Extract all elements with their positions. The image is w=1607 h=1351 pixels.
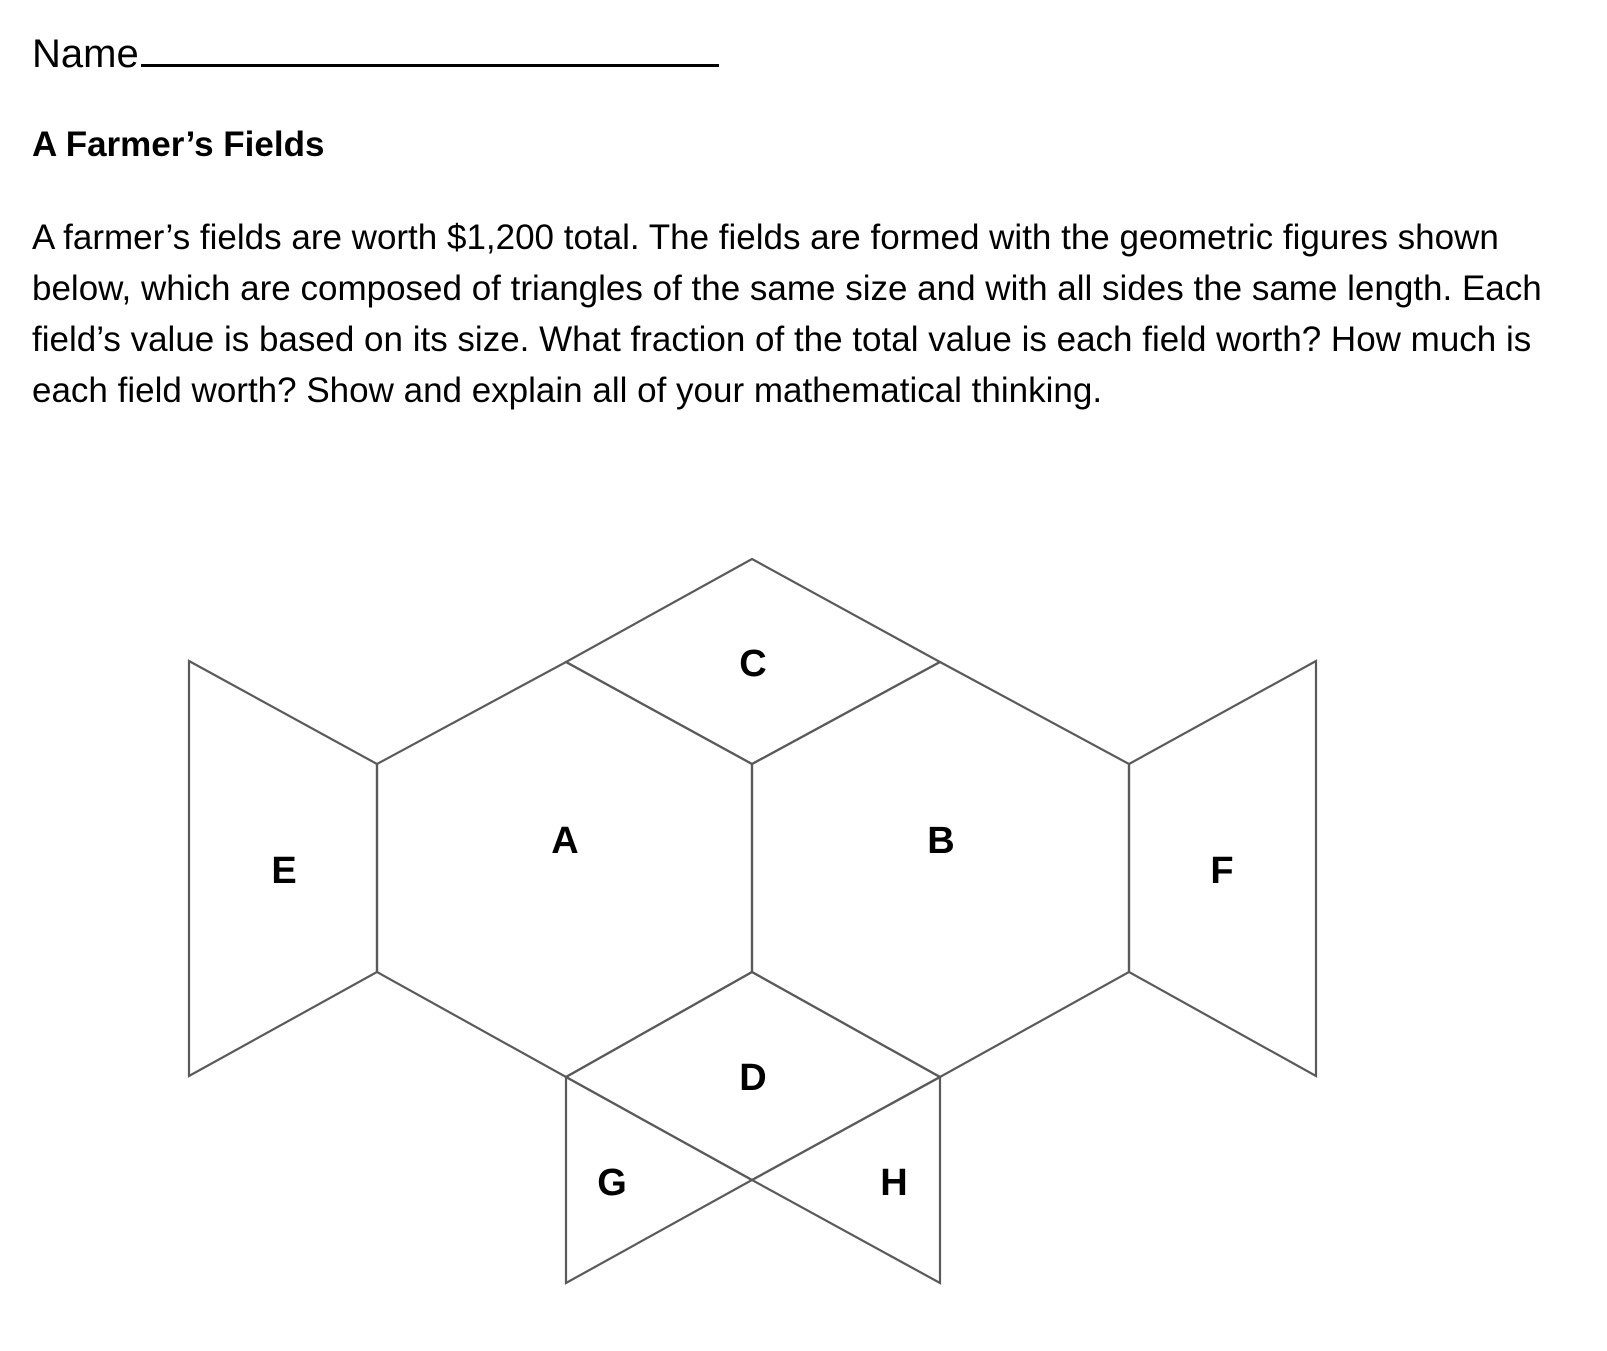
worksheet-title: A Farmer’s Fields [32, 125, 325, 164]
field-label-e: E [271, 850, 297, 892]
field-g-shape [566, 1077, 752, 1283]
field-label-d: D [739, 1057, 767, 1099]
field-h-shape [752, 1077, 940, 1283]
field-label-a: A [551, 820, 579, 862]
field-b-shape [752, 662, 1129, 1077]
problem-prompt: A farmer’s fields are worth $1,200 total. The fields are formed with the geometric figures shown below, which are composed of triangles of the same size and with all sides the same length. Each field’s value is based on its size. What fraction of the total value is each field worth? How much is each field worth? Show and explain all of your mathematical thinking. [32, 218, 1542, 410]
field-label-g: G [597, 1162, 627, 1204]
field-a-shape [377, 662, 752, 1077]
name-label: Name [32, 32, 139, 76]
field-label-c: C [739, 643, 767, 685]
field-label-f: F [1210, 850, 1234, 892]
field-label-b: B [927, 820, 955, 862]
field-label-h: H [880, 1162, 908, 1204]
